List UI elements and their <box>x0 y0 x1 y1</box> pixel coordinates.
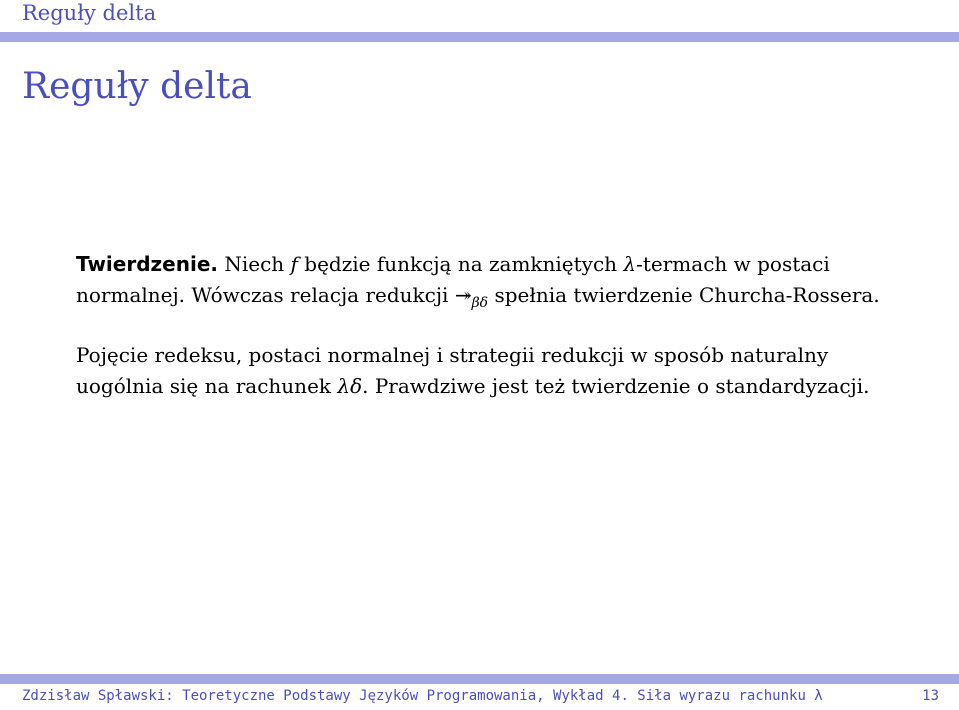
footer-text: Zdzisław Spławski: Teoretyczne Podstawy Języków Programowania, Wykład 4. Siła wyrazu rachunku λ <box>22 688 823 704</box>
reduction-arrow-subscript: βδ <box>471 295 489 311</box>
theorem-label: Twierdzenie. <box>76 252 218 276</box>
lambda-delta-symbol: λδ <box>337 374 363 398</box>
theorem-function-symbol: f <box>290 252 298 276</box>
theorem-lambda-symbol: λ <box>623 252 637 276</box>
theorem-text-part4: spełnia twierdzenie Churcha-Rossera. <box>488 283 880 307</box>
footer-bar <box>0 674 959 684</box>
theorem-text-part2: będzie funkcją na zamkniętych <box>297 252 624 276</box>
explanation-text-part1: Pojęcie redeksu, postaci normalnej i strategii redukcji w sposób naturalny uogólnia się na rachunek <box>76 343 829 398</box>
theorem-text-part3: -termach w postaci normalnej. Wówczas relacja redukcji <box>76 252 830 307</box>
slide-content <box>76 249 906 428</box>
explanation-text-part2: . Prawdziwe jest też twierdzenie o standardyzacji. <box>362 374 870 398</box>
slide-header <box>0 0 959 30</box>
page-number: 13 <box>922 688 939 704</box>
theorem-text-part1: Niech <box>224 252 291 276</box>
explanation-paragraph <box>76 340 906 402</box>
reduction-arrow-symbol: ↠ <box>454 283 472 307</box>
theorem-paragraph <box>76 249 906 314</box>
header-title: Reguły delta <box>22 1 157 25</box>
slide-title: Reguły delta <box>22 66 252 107</box>
header-bar <box>0 32 959 42</box>
